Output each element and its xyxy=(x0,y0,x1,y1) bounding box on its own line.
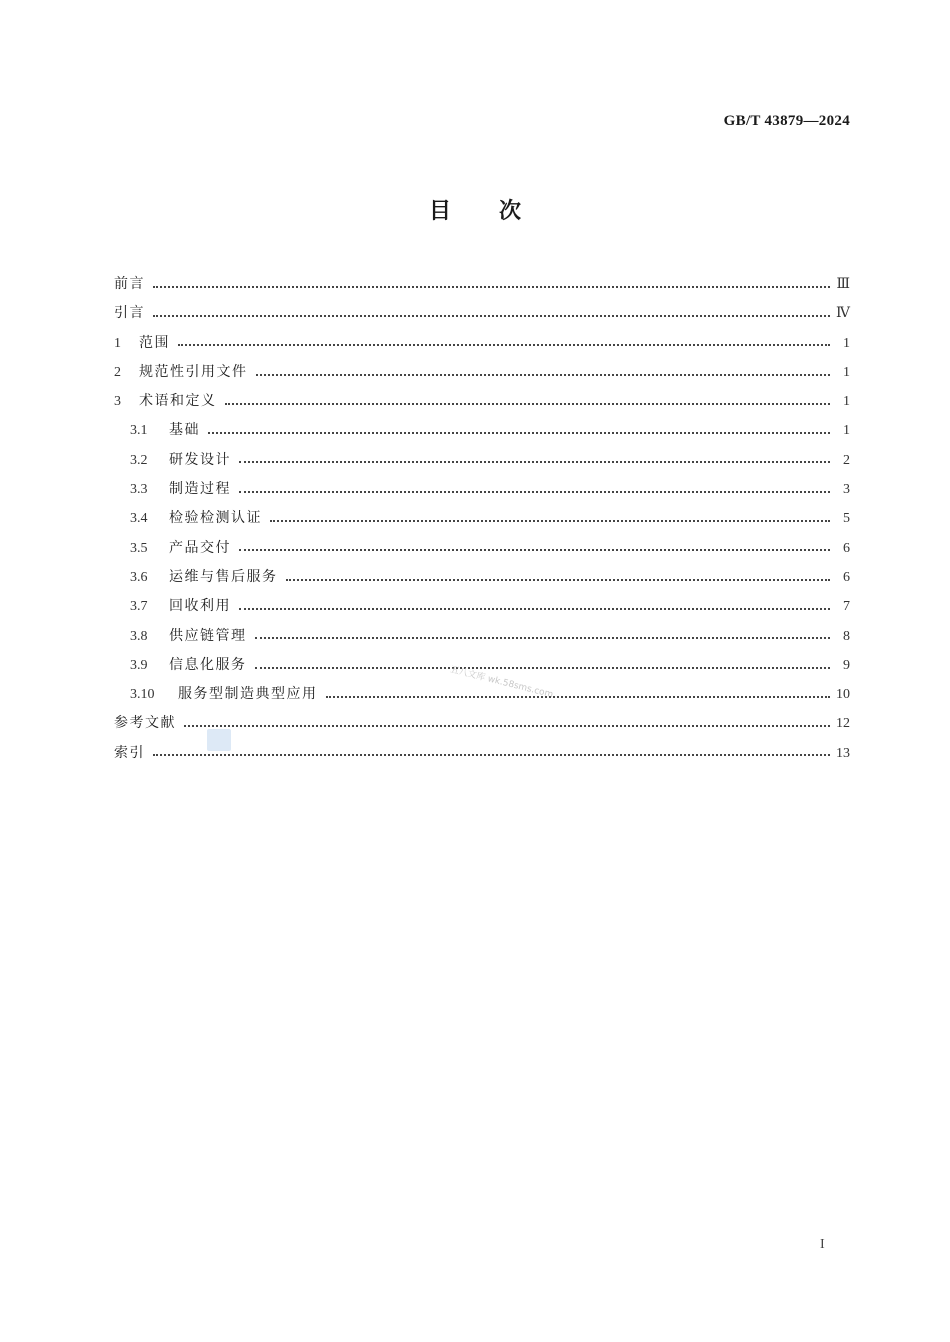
toc-entry-number: 2 xyxy=(114,364,121,380)
toc-leader-dots xyxy=(239,606,830,610)
toc-entry-3-1[interactable] xyxy=(114,416,850,445)
toc-leader-dots xyxy=(208,430,830,434)
toc-leader-dots xyxy=(255,665,831,669)
toc-entry-page: 3 xyxy=(843,482,850,498)
toc-entry-3-5[interactable] xyxy=(114,534,850,563)
toc-leader-dots xyxy=(153,313,830,317)
toc-leader-dots xyxy=(225,401,831,405)
toc-entry-label: 制造过程 xyxy=(169,481,231,498)
toc-entry-label: 研发设计 xyxy=(169,451,231,468)
toc-entry-3-6[interactable] xyxy=(114,563,850,592)
toc-entry-label: 产品交付 xyxy=(169,539,231,556)
toc-entry-normative-references[interactable] xyxy=(114,358,850,387)
toc-entry-label: 检验检测认证 xyxy=(169,510,262,527)
toc-entry-3-8[interactable] xyxy=(114,622,850,651)
toc-entry-terms-definitions[interactable] xyxy=(114,387,850,416)
toc-entry-page: 9 xyxy=(843,657,850,673)
toc-entry-number: 1 xyxy=(114,335,121,351)
toc-entry-number: 3.4 xyxy=(130,511,148,527)
toc-entry-scope[interactable] xyxy=(114,329,850,358)
toc-entry-page: 1 xyxy=(843,423,850,439)
toc-entry-3-7[interactable] xyxy=(114,592,850,621)
toc-entry-page: Ⅳ xyxy=(836,306,850,322)
toc-entry-page: 1 xyxy=(843,364,850,380)
toc-entry-label: 参考文献 xyxy=(114,715,176,732)
watermark-text: 五八文库 wk.58sms.com xyxy=(448,664,555,701)
toc-entry-number: 3.6 xyxy=(130,569,148,585)
toc-entry-label: 服务型制造典型应用 xyxy=(178,686,318,703)
toc-entry-label: 索引 xyxy=(114,744,145,761)
toc-entry-number: 3 xyxy=(114,394,121,410)
toc-leader-dots xyxy=(270,518,830,522)
toc-entry-number: 3.1 xyxy=(130,423,148,439)
toc-entry-number: 3.7 xyxy=(130,599,148,615)
toc-entry-3-4[interactable] xyxy=(114,504,850,533)
toc-entry-number: 3.3 xyxy=(130,482,148,498)
toc-entry-page: 8 xyxy=(843,628,850,644)
toc-leader-dots xyxy=(286,577,831,581)
toc-leader-dots xyxy=(178,342,830,346)
toc-entry-number: 3.10 xyxy=(130,687,155,703)
toc-entry-foreword[interactable] xyxy=(114,270,850,299)
toc-entry-introduction[interactable] xyxy=(114,299,850,328)
toc-entry-page: 6 xyxy=(843,540,850,556)
toc-leader-dots xyxy=(255,635,831,639)
toc-entry-page: 7 xyxy=(843,599,850,615)
toc-entry-label: 基础 xyxy=(169,422,200,439)
toc-entry-page: 5 xyxy=(843,511,850,527)
toc-entry-page: 2 xyxy=(843,452,850,468)
toc-entry-3-10[interactable] xyxy=(114,680,850,709)
toc-entry-label: 规范性引用文件 xyxy=(139,363,248,380)
toc-leader-dots xyxy=(256,372,831,376)
standard-code: GB/T 43879—2024 xyxy=(723,113,850,129)
toc-entry-3-2[interactable] xyxy=(114,446,850,475)
page-number: I xyxy=(820,1237,825,1252)
toc-leader-dots xyxy=(153,284,830,288)
toc-entry-page: 1 xyxy=(843,335,850,351)
toc-leader-dots xyxy=(239,547,830,551)
toc-entry-label: 回收利用 xyxy=(169,598,231,615)
toc-entry-page: 12 xyxy=(836,716,850,732)
watermark-logo-icon xyxy=(207,729,231,751)
toc-leader-dots xyxy=(239,489,830,493)
toc-entry-page: 10 xyxy=(836,687,850,703)
toc-entry-label: 运维与售后服务 xyxy=(169,568,278,585)
toc-leader-dots xyxy=(239,459,830,463)
toc-entry-page: 6 xyxy=(843,569,850,585)
toc-entry-number: 3.5 xyxy=(130,540,148,556)
toc-entry-label: 引言 xyxy=(114,305,145,322)
toc-entry-label: 信息化服务 xyxy=(169,656,247,673)
toc-title: 目次 xyxy=(428,199,569,224)
toc-entry-page: Ⅲ xyxy=(836,277,850,292)
table-of-contents xyxy=(114,270,850,768)
toc-entry-number: 3.9 xyxy=(130,657,148,673)
toc-entry-label: 范围 xyxy=(139,334,170,351)
toc-leader-dots xyxy=(153,752,830,756)
toc-leader-dots xyxy=(326,694,831,698)
toc-entry-page: 13 xyxy=(836,745,850,761)
toc-entry-page: 1 xyxy=(843,394,850,410)
toc-entry-label: 供应链管理 xyxy=(169,627,247,644)
toc-entry-number: 3.8 xyxy=(130,628,148,644)
toc-entry-number: 3.2 xyxy=(130,452,148,468)
toc-entry-label: 前言 xyxy=(114,276,145,292)
toc-leader-dots xyxy=(184,723,830,727)
toc-entry-3-3[interactable] xyxy=(114,475,850,504)
toc-entry-label: 术语和定义 xyxy=(139,393,217,410)
